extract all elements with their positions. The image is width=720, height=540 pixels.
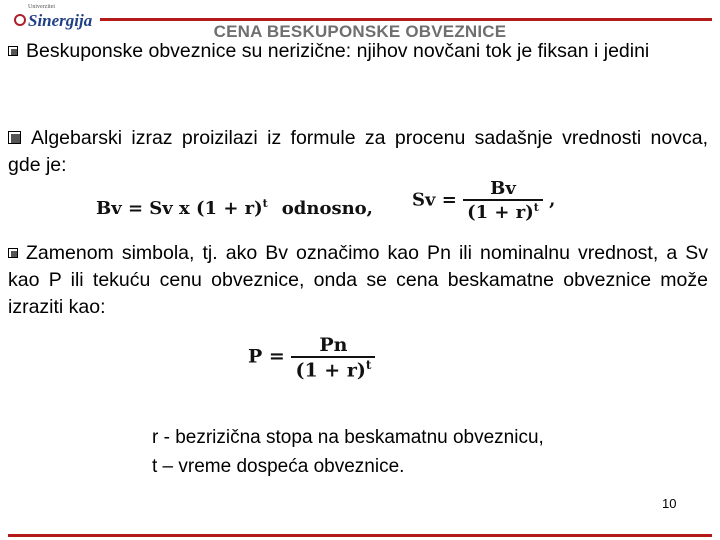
formula-future-value [96,197,373,219]
formula-3-fraction [291,334,375,381]
formula-2-lhs: Sv = [412,189,457,211]
logo-small-text: Univerzitet [28,4,55,10]
paragraph-2-text: Algebarski izraz proizilazi iz formule za procenu sadašnje vrednosti novca, gde je: [8,127,708,176]
formula-3-lhs: P = [248,345,285,368]
definition-t: t – vreme dospeća obveznice. [152,456,405,477]
formula-bond-price [248,334,375,381]
formula-2-fraction [463,178,543,223]
paragraph-3 [8,240,708,321]
checkbox-bullet-icon [8,131,21,144]
formula-2-tail: , [549,189,556,211]
variable-definitions [152,423,544,481]
formula-2-numerator: Bv [490,178,516,199]
formula-present-value [412,178,555,223]
slide-title: CENA BESKUPONSKE OBVEZNICE [213,22,507,41]
paragraph-1-text: Beskuponske obveznice su nerizične: njihov novčani tok je fiksan i jedini [26,40,650,62]
page-number: 10 [662,496,677,511]
formula-3-exponent: t [365,358,372,372]
footer-divider [8,534,712,537]
formula-3-denominator [291,356,375,381]
formula-3-numerator: Pn [319,334,348,356]
paragraph-1 [8,38,708,65]
formula-2-denominator [463,199,543,223]
paragraph-2 [8,125,708,179]
header-divider [100,18,712,21]
formula-1-conjunction: odnosno, [281,198,373,219]
formula-1-main: Bv = Sv x (1 + r) [96,198,263,219]
formula-1-exponent: t [262,197,268,210]
formula-2-exponent: t [533,201,539,214]
definition-r: r - bezrizična stopa na beskamatnu obveznicu, [152,427,544,448]
formula-3-denominator-base: (1 + r) [295,359,366,382]
logo-brand-text: Sinergija [28,11,93,30]
formula-2-denominator-base: (1 + r) [467,202,534,223]
checkbox-bullet-icon [8,46,18,56]
checkbox-bullet-icon [8,248,18,258]
paragraph-3-text: Zamenom simbola, tj. ako Bv označimo kao Pn ili nominalnu vrednost, a Sv kao P ili tekuću cenu obveznice, onda se cena beskamatne obveznice može izraziti kao: [8,242,708,318]
